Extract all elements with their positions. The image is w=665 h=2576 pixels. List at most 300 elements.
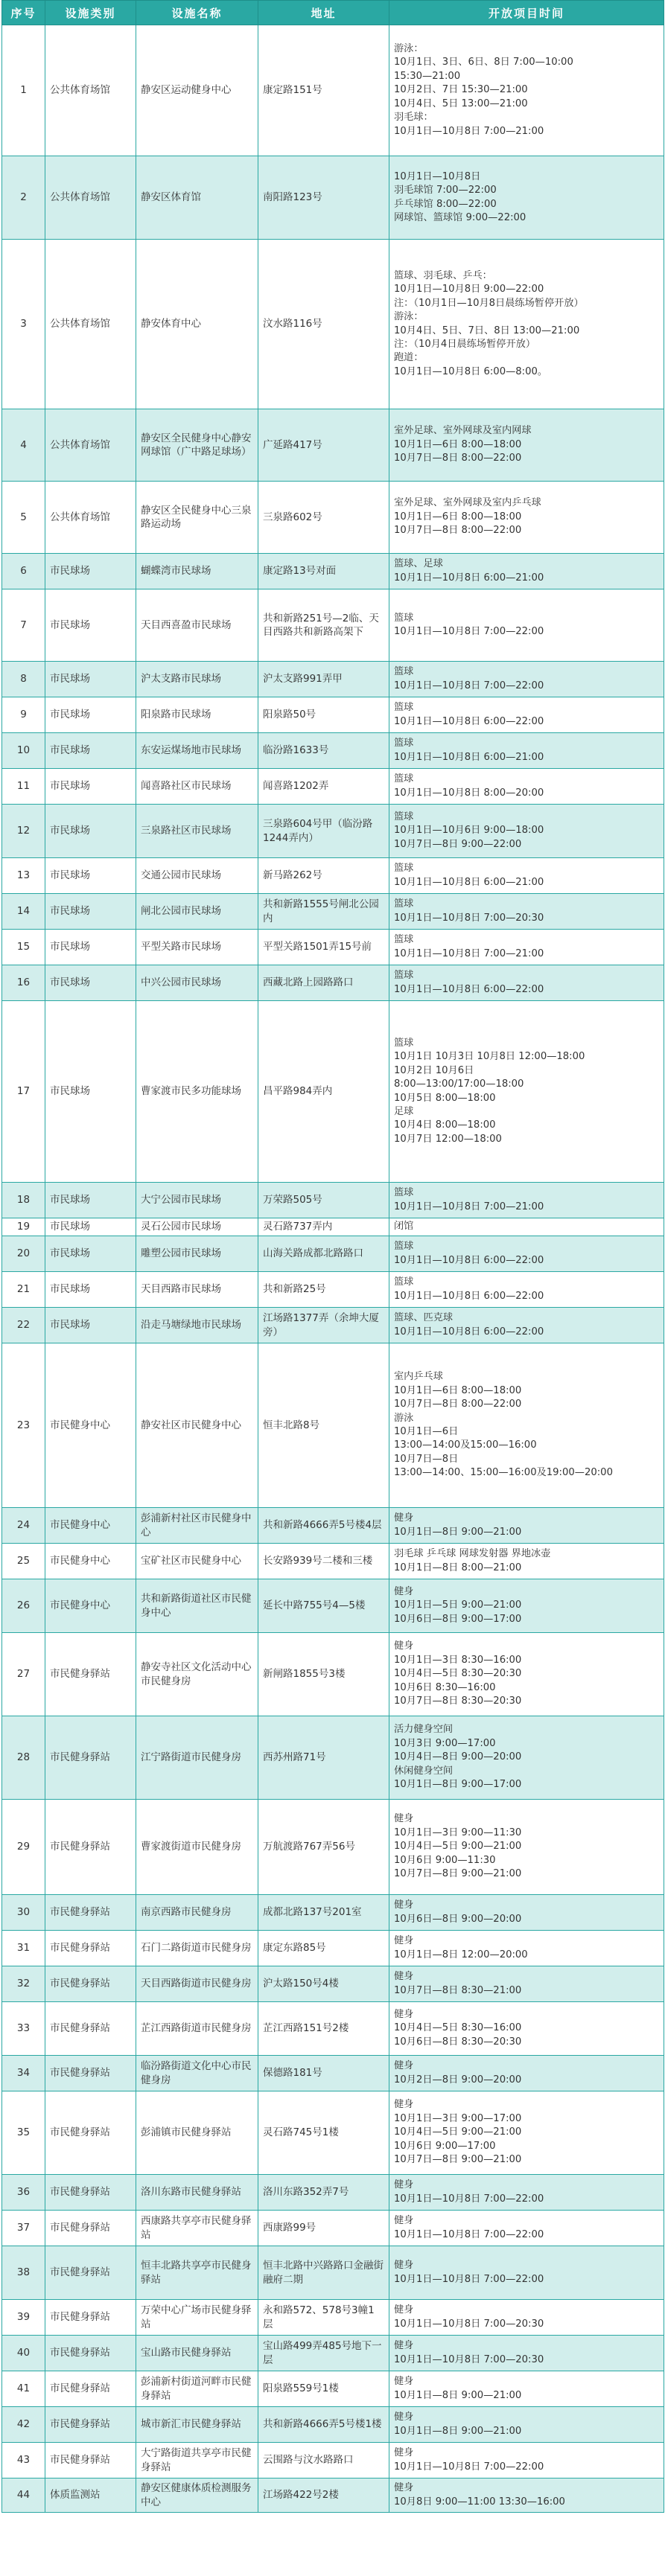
table-row xyxy=(2,25,664,156)
facility-category: 市民球场 xyxy=(45,965,136,1001)
opening-hours-line: 篮球 xyxy=(394,863,414,875)
row-number: 15 xyxy=(2,930,45,965)
opening-hours-line: 10月1日—10月8日 7:00—21:00 xyxy=(394,125,544,137)
facility-address: 汶水路116号 xyxy=(258,240,389,409)
table-row xyxy=(2,1544,664,1579)
opening-hours-line: 10月1日—10月8日 7:00—20:30 xyxy=(394,2318,544,2330)
facility-name: 城市新汇市民健身驿站 xyxy=(136,2407,258,2443)
opening-hours-line: 10月4日—5日 9:00—21:00 xyxy=(394,2126,522,2138)
opening-hours xyxy=(389,1716,664,1800)
facility-category: 市民健身驿站 xyxy=(45,2211,136,2246)
opening-hours-line: 10月1日—10月8日 6:00—21:00 xyxy=(394,572,544,584)
row-number: 30 xyxy=(2,1895,45,1931)
opening-hours-line: 10月7日—8日 9:00—21:00 xyxy=(394,2154,522,2166)
row-number: 43 xyxy=(2,2443,45,2478)
opening-hours-line: 篮球 xyxy=(394,1187,414,1199)
facility-category: 市民健身驿站 xyxy=(45,2056,136,2091)
row-number: 36 xyxy=(2,2175,45,2211)
facility-address: 康定东路85号 xyxy=(258,1931,389,1966)
table-row xyxy=(2,1236,664,1272)
opening-hours-line: 10月4日—5日 8:30—20:30 xyxy=(394,1668,522,1680)
facility-name: 彭浦新村社区市民健身中心 xyxy=(136,1508,258,1544)
table-row xyxy=(2,894,664,930)
opening-hours-line: 羽毛球： xyxy=(394,112,433,124)
facility-category: 市民健身驿站 xyxy=(45,2091,136,2175)
row-number: 12 xyxy=(2,805,45,858)
row-number: 29 xyxy=(2,1800,45,1895)
facility-address: 共和新路25号 xyxy=(258,1272,389,1308)
opening-hours-line: 健身 xyxy=(394,2008,414,2020)
opening-hours-line: 10月4日 8:00—18:00 xyxy=(394,1119,496,1131)
row-number: 14 xyxy=(2,894,45,930)
facility-category: 市民球场 xyxy=(45,1236,136,1272)
table-row xyxy=(2,1508,664,1544)
table-row xyxy=(2,930,664,965)
opening-hours-line: 健身 xyxy=(394,1935,414,1947)
opening-hours xyxy=(389,1236,664,1272)
opening-hours-line: 10月8日 9:00—11:00 13:30—16:00 xyxy=(394,2496,565,2508)
opening-hours xyxy=(389,1633,664,1716)
opening-hours-line: 10月6日—8日 9:00—17:00 xyxy=(394,1613,522,1625)
opening-hours-line: 10月7日—8日 8:30—21:00 xyxy=(394,1984,522,1996)
row-number: 23 xyxy=(2,1343,45,1508)
opening-hours xyxy=(389,697,664,733)
facility-name: 东安运煤场地市民球场 xyxy=(136,733,258,769)
opening-hours-line: 10月7日—8日 9:00—21:00 xyxy=(394,1868,522,1880)
opening-hours-line: 健身 xyxy=(394,1899,414,1911)
row-number: 41 xyxy=(2,2371,45,2407)
facility-address: 南阳路123号 xyxy=(258,156,389,240)
table-row xyxy=(2,1001,664,1183)
facility-address: 山海关路成都北路路口 xyxy=(258,1236,389,1272)
facility-category: 公共体育场馆 xyxy=(45,240,136,409)
opening-hours-line: 10月1日—8日 9:00—17:00 xyxy=(394,1779,522,1791)
opening-hours-line: 10月1日、3日、6日、8日 7:00—10:00 xyxy=(394,57,573,68)
facility-category: 市民健身驿站 xyxy=(45,2371,136,2407)
table-row xyxy=(2,965,664,1001)
facility-category: 市民球场 xyxy=(45,697,136,733)
opening-hours-line: 10月4日—5日 8:30—16:00 xyxy=(394,2022,522,2034)
facility-address: 灵石路745号1楼 xyxy=(258,2091,389,2175)
opening-hours xyxy=(389,1579,664,1633)
opening-hours xyxy=(389,894,664,930)
opening-hours-line: 健身 xyxy=(394,2340,414,2352)
table-row xyxy=(2,1895,664,1931)
opening-hours xyxy=(389,2091,664,2175)
opening-hours-line: 10月1日—10月8日 7:00—20:30 xyxy=(394,2353,544,2365)
opening-hours xyxy=(389,2246,664,2300)
opening-hours xyxy=(389,2478,664,2513)
opening-hours-line: 10月1日—3日 8:30—16:00 xyxy=(394,1654,522,1666)
opening-hours-line: 10月1日—10月8日 7:00—22:00 xyxy=(394,2273,544,2285)
opening-hours-line: 10月2日—8日 9:00—20:00 xyxy=(394,2074,522,2086)
facility-category: 市民健身驿站 xyxy=(45,2300,136,2336)
table-row xyxy=(2,2443,664,2478)
opening-hours-line: 10月1日—10月8日 7:00—20:30 xyxy=(394,912,544,924)
opening-hours-line: 10月3日 9:00—17:00 xyxy=(394,1737,496,1749)
opening-hours-line: 15:30—21:00 xyxy=(394,70,461,82)
header-no: 序号 xyxy=(2,1,45,25)
facility-name: 静安区体育馆 xyxy=(136,156,258,240)
opening-hours-line: 10月7日 12:00—18:00 xyxy=(394,1133,502,1145)
opening-hours-line: 10月1日—3日 9:00—11:30 xyxy=(394,1826,522,1838)
opening-hours-line: 室外足球、室外网球及室内乒乓球 xyxy=(394,497,541,509)
facility-category: 公共体育场馆 xyxy=(45,25,136,156)
opening-hours xyxy=(389,589,664,662)
opening-hours-line: 健身 xyxy=(394,2099,414,2111)
opening-hours-line: 10月1日—10月8日 7:00—21:00 xyxy=(394,947,544,959)
opening-hours-line: 篮球 xyxy=(394,1037,414,1049)
facility-category: 公共体育场馆 xyxy=(45,409,136,482)
opening-hours-line: 10月7日—8日 8:00—22:00 xyxy=(394,1399,522,1410)
opening-hours-line: 10月1日—10月8日 9:00—22:00 xyxy=(394,284,544,295)
facility-name: 临汾路街道文化中心市民健身房 xyxy=(136,2056,258,2091)
opening-hours-line: 10月1日—6日 8:00—18:00 xyxy=(394,511,522,522)
facility-address: 西康路99号 xyxy=(258,2211,389,2246)
row-number: 27 xyxy=(2,1633,45,1716)
facility-address: 云围路与汶水路路口 xyxy=(258,2443,389,2478)
facility-address: 万荣路505号 xyxy=(258,1183,389,1218)
opening-hours xyxy=(389,805,664,858)
row-number: 31 xyxy=(2,1931,45,1966)
row-number: 39 xyxy=(2,2300,45,2336)
row-number: 5 xyxy=(2,482,45,554)
table-row xyxy=(2,1633,664,1716)
table-row xyxy=(2,1218,664,1236)
opening-hours-line: 13:00—14:00、15:00—16:00及19:00—20:00 xyxy=(394,1467,613,1479)
opening-hours xyxy=(389,554,664,589)
facility-address: 共和新路1555号闸北公园内 xyxy=(258,894,389,930)
facility-address: 三泉路604号甲（临汾路1244弄内） xyxy=(258,805,389,858)
facility-address: 西藏北路上园路路口 xyxy=(258,965,389,1001)
opening-hours-line: 健身 xyxy=(394,1585,414,1597)
facility-name: 雕塑公园市民球场 xyxy=(136,1236,258,1272)
facility-address: 康定路13号对面 xyxy=(258,554,389,589)
table-row xyxy=(2,589,664,662)
opening-hours-line: 健身 xyxy=(394,2304,414,2316)
facility-name: 静安寺社区文化活动中心市民健身房 xyxy=(136,1633,258,1716)
facility-category: 市民球场 xyxy=(45,1272,136,1308)
opening-hours-line: 10月1日—10月8日 6:00—8:00。 xyxy=(394,365,548,377)
row-number: 6 xyxy=(2,554,45,589)
table-row xyxy=(2,2336,664,2371)
facility-name: 天目西路街道市民健身房 xyxy=(136,1966,258,2002)
row-number: 13 xyxy=(2,858,45,894)
facility-category: 市民球场 xyxy=(45,930,136,965)
opening-hours-line: 10月1日—6日 8:00—18:00 xyxy=(394,1384,522,1396)
opening-hours xyxy=(389,2371,664,2407)
opening-hours-line: 10月1日—5日 9:00—21:00 xyxy=(394,1599,522,1611)
opening-hours xyxy=(389,2336,664,2371)
opening-hours-line: 10月1日—10月8日 6:00—22:00 xyxy=(394,715,544,727)
opening-hours-line: 10月1日—10月8日 6:00—22:00 xyxy=(394,1326,544,1337)
facility-name: 天目西路市民球场 xyxy=(136,1272,258,1308)
facility-address: 三泉路602号 xyxy=(258,482,389,554)
opening-hours-line: 10月1日—3日 9:00—17:00 xyxy=(394,2112,522,2124)
row-number: 17 xyxy=(2,1001,45,1183)
row-number: 42 xyxy=(2,2407,45,2443)
opening-hours xyxy=(389,1508,664,1544)
row-number: 9 xyxy=(2,697,45,733)
row-number: 7 xyxy=(2,589,45,662)
facility-address: 西苏州路71号 xyxy=(258,1716,389,1800)
opening-hours-line: 10月1日—10月8日 7:00—21:00 xyxy=(394,1201,544,1212)
opening-hours-line: 健身 xyxy=(394,1813,414,1825)
facility-name: 闸北公园市民球场 xyxy=(136,894,258,930)
opening-hours-line: 游泳： xyxy=(394,43,424,55)
opening-hours xyxy=(389,25,664,156)
opening-hours-line: 10月6日—8日 8:30—20:30 xyxy=(394,2036,522,2048)
opening-hours-line: 健身 xyxy=(394,1971,414,1983)
facility-name: 静安区全民健身中心静安网球馆（广中路足球场） xyxy=(136,409,258,482)
opening-hours xyxy=(389,1183,664,1218)
table-row xyxy=(2,1272,664,1308)
opening-hours xyxy=(389,1343,664,1508)
opening-hours-line: 羽毛球 乒乓球 网球发射器 界地冰壶 xyxy=(394,1548,551,1560)
header-row xyxy=(2,1,664,25)
facility-name: 三泉路社区市民球场 xyxy=(136,805,258,858)
opening-hours-line: 10月1日—10月8日 xyxy=(394,170,481,182)
facility-address: 共和新路251号—2临、天目西路共和新路高架下 xyxy=(258,589,389,662)
facility-address: 成都北路137号201室 xyxy=(258,1895,389,1931)
opening-hours-line: 10月4日、5日 13:00—21:00 xyxy=(394,98,528,109)
table-row xyxy=(2,409,664,482)
facility-address: 共和新路4666弄5号楼1楼 xyxy=(258,2407,389,2443)
opening-hours-line: 篮球 xyxy=(394,612,414,624)
opening-hours-line: 篮球 xyxy=(394,1276,414,1288)
row-number: 24 xyxy=(2,1508,45,1544)
opening-hours-line: 篮球、羽毛球、乒乓： xyxy=(394,269,492,281)
table-row xyxy=(2,2056,664,2091)
opening-hours-line: 10月6日 9:00—17:00 xyxy=(394,2140,496,2152)
opening-hours-line: 篮球 xyxy=(394,970,414,982)
facility-name: 洛川东路市民健身驿站 xyxy=(136,2175,258,2211)
table-row xyxy=(2,240,664,409)
opening-hours-line: 10月6日—8日 9:00—20:00 xyxy=(394,1913,522,1925)
row-number: 2 xyxy=(2,156,45,240)
opening-hours-line: 篮球、足球 xyxy=(394,558,443,570)
table-row xyxy=(2,1579,664,1633)
facility-address: 保德路181号 xyxy=(258,2056,389,2091)
row-number: 35 xyxy=(2,2091,45,2175)
facility-address: 灵石路737弄内 xyxy=(258,1218,389,1236)
opening-hours xyxy=(389,1308,664,1343)
opening-hours-line: 健身 xyxy=(394,2482,414,2494)
facility-name: 石门二路街道市民健身房 xyxy=(136,1931,258,1966)
opening-hours-line: 篮球 xyxy=(394,666,414,678)
header-hours: 开放项目时间 xyxy=(389,1,664,25)
opening-hours-line: 游泳 xyxy=(394,1412,414,1424)
facility-category: 市民球场 xyxy=(45,589,136,662)
row-number: 28 xyxy=(2,1716,45,1800)
opening-hours-line: 10月1日—10月8日 7:00—22:00 xyxy=(394,2228,544,2240)
facility-address: 洛川东路352弄7号 xyxy=(258,2175,389,2211)
facility-address: 临汾路1633号 xyxy=(258,733,389,769)
table-row xyxy=(2,156,664,240)
facility-category: 市民球场 xyxy=(45,1183,136,1218)
opening-hours-line: 注：（10月4日晨练场暂停开放） xyxy=(394,338,536,350)
table-row xyxy=(2,482,664,554)
facility-category: 市民健身中心 xyxy=(45,1579,136,1633)
facility-address: 广延路417号 xyxy=(258,409,389,482)
facility-name: 宝矿社区市民健身中心 xyxy=(136,1544,258,1579)
opening-hours-line: 休闲健身空间 xyxy=(394,1765,454,1777)
facility-category: 市民健身驿站 xyxy=(45,1716,136,1800)
opening-hours-line: 10月2日、7日 15:30—21:00 xyxy=(394,84,528,96)
facility-category: 市民健身驿站 xyxy=(45,1966,136,2002)
opening-hours xyxy=(389,1800,664,1895)
facility-name: 阳泉路市民球场 xyxy=(136,697,258,733)
row-number: 38 xyxy=(2,2246,45,2300)
opening-hours-line: 10月1日—8日 12:00—20:00 xyxy=(394,1949,528,1960)
table-row xyxy=(2,2478,664,2513)
opening-hours-line: 10月1日 10月3日 10月8日 12:00—18:00 xyxy=(394,1051,585,1063)
opening-hours-line: 健身 xyxy=(394,2179,414,2191)
opening-hours-line: 网球馆、篮球馆 9:00—22:00 xyxy=(394,211,526,223)
facility-address: 芷江西路151号2楼 xyxy=(258,2002,389,2056)
opening-hours-line: 10月1日—8日 9:00—21:00 xyxy=(394,2425,522,2437)
opening-hours-line: 游泳： xyxy=(394,311,424,323)
row-number: 37 xyxy=(2,2211,45,2246)
opening-hours-line: 10月1日—6日 xyxy=(394,1426,459,1437)
opening-hours xyxy=(389,965,664,1001)
facility-name: 交通公园市民球场 xyxy=(136,858,258,894)
facility-address: 共和新路4666弄5号楼4层 xyxy=(258,1508,389,1544)
venue-schedule-table xyxy=(1,0,664,2513)
opening-hours-line: 10月1日—10月8日 7:00—22:00 xyxy=(394,626,544,637)
opening-hours-line: 10月7日—8日 8:00—22:00 xyxy=(394,453,522,464)
facility-name: 共和新路街道社区市民健身中心 xyxy=(136,1579,258,1633)
opening-hours xyxy=(389,482,664,554)
row-number: 40 xyxy=(2,2336,45,2371)
facility-address: 沪太支路991弄甲 xyxy=(258,662,389,697)
facility-address: 永和路572、578号3幢1层 xyxy=(258,2300,389,2336)
opening-hours-line: 10月6日 9:00—11:30 xyxy=(394,1854,496,1866)
opening-hours-line: 10月1日—10月8日 6:00—22:00 xyxy=(394,1290,544,1302)
opening-hours-line: 10月5日 8:00—18:00 xyxy=(394,1092,496,1104)
opening-hours-line: 健身 xyxy=(394,2215,414,2227)
opening-hours xyxy=(389,2175,664,2211)
table-body xyxy=(2,25,664,2513)
facility-name: 曹家渡街道市民健身房 xyxy=(136,1800,258,1895)
facility-category: 体质监测站 xyxy=(45,2478,136,2513)
row-number: 4 xyxy=(2,409,45,482)
opening-hours-line: 健身 xyxy=(394,1640,414,1652)
opening-hours-line: 室内乒乓球 xyxy=(394,1371,443,1383)
facility-address: 恒丰北路8号 xyxy=(258,1343,389,1508)
facility-address: 江场路1377弄（余坤大厦旁） xyxy=(258,1308,389,1343)
facility-category: 市民球场 xyxy=(45,662,136,697)
facility-category: 公共体育场馆 xyxy=(45,482,136,554)
opening-hours xyxy=(389,1931,664,1966)
opening-hours-line: 健身 xyxy=(394,2376,414,2388)
facility-name: 静安区健康体质检测服务中心 xyxy=(136,2478,258,2513)
facility-name: 彭浦新村街道河畔市民健身驿站 xyxy=(136,2371,258,2407)
opening-hours-line: 10月1日—10月8日 7:00—22:00 xyxy=(394,2461,544,2473)
facility-address: 阳泉路559号1楼 xyxy=(258,2371,389,2407)
opening-hours-line: 13:00—14:00及15:00—16:00 xyxy=(394,1439,537,1451)
opening-hours xyxy=(389,1544,664,1579)
facility-category: 市民球场 xyxy=(45,733,136,769)
table-row xyxy=(2,697,664,733)
opening-hours-line: 篮球 xyxy=(394,811,414,822)
table-row xyxy=(2,1308,664,1343)
opening-hours-line: 10月7日—8日 8:30—20:30 xyxy=(394,1696,522,1707)
opening-hours-line: 篮球 xyxy=(394,1241,414,1253)
opening-hours-line: 10月1日—8日 9:00—21:00 xyxy=(394,1526,522,1538)
facility-name: 西康路共享亭市民健身驿站 xyxy=(136,2211,258,2246)
opening-hours-line: 篮球 xyxy=(394,738,414,750)
row-number: 26 xyxy=(2,1579,45,1633)
opening-hours xyxy=(389,769,664,805)
table-row xyxy=(2,2211,664,2246)
facility-name: 万荣中心广场市民健身驿站 xyxy=(136,2300,258,2336)
opening-hours-line: 10月7日—8日 xyxy=(394,1453,459,1465)
opening-hours-line: 篮球 xyxy=(394,934,414,946)
opening-hours-line: 健身 xyxy=(394,2060,414,2072)
facility-name: 沪太支路市民球场 xyxy=(136,662,258,697)
opening-hours-line: 10月1日—10月8日 6:00—21:00 xyxy=(394,876,544,888)
opening-hours-line: 10月1日—10月8日 8:00—20:00 xyxy=(394,787,544,799)
opening-hours xyxy=(389,1895,664,1931)
row-number: 25 xyxy=(2,1544,45,1579)
table-row xyxy=(2,2175,664,2211)
facility-address: 新闸路1855号3楼 xyxy=(258,1633,389,1716)
facility-category: 市民健身驿站 xyxy=(45,1633,136,1716)
facility-name: 静安区运动健身中心 xyxy=(136,25,258,156)
opening-hours xyxy=(389,1218,664,1236)
row-number: 20 xyxy=(2,1236,45,1272)
facility-category: 市民球场 xyxy=(45,894,136,930)
facility-address: 闻喜路1202弄 xyxy=(258,769,389,805)
opening-hours-line: 跑道： xyxy=(394,352,424,364)
facility-category: 市民健身中心 xyxy=(45,1343,136,1508)
facility-category: 市民球场 xyxy=(45,858,136,894)
table-row xyxy=(2,662,664,697)
facility-name: 灵石公园市民球场 xyxy=(136,1218,258,1236)
header-address: 地址 xyxy=(258,1,389,25)
facility-name: 闻喜路社区市民球场 xyxy=(136,769,258,805)
opening-hours xyxy=(389,662,664,697)
opening-hours-line: 10月7日—8日 9:00—22:00 xyxy=(394,838,522,850)
opening-hours-line: 篮球、匹克球 xyxy=(394,1312,454,1324)
facility-category: 市民球场 xyxy=(45,769,136,805)
table-row xyxy=(2,1716,664,1800)
row-number: 32 xyxy=(2,1966,45,2002)
opening-hours-line: 10月1日—10月6日 9:00—18:00 xyxy=(394,825,544,837)
opening-hours-line: 10月4日—8日 9:00—20:00 xyxy=(394,1751,522,1763)
opening-hours-line: 羽毛球馆 7:00—22:00 xyxy=(394,185,497,196)
facility-category: 市民健身驿站 xyxy=(45,1800,136,1895)
facility-name: 静安社区市民健身中心 xyxy=(136,1343,258,1508)
facility-category: 市民健身驿站 xyxy=(45,2002,136,2056)
facility-category: 公共体育场馆 xyxy=(45,156,136,240)
table-row xyxy=(2,733,664,769)
table-row xyxy=(2,554,664,589)
row-number: 21 xyxy=(2,1272,45,1308)
facility-category: 市民球场 xyxy=(45,554,136,589)
facility-name: 芷江西路街道市民健身房 xyxy=(136,2002,258,2056)
facility-category: 市民健身中心 xyxy=(45,1508,136,1544)
facility-name: 中兴公园市民球场 xyxy=(136,965,258,1001)
opening-hours xyxy=(389,240,664,409)
opening-hours-line: 10月1日—10月8日 6:00—22:00 xyxy=(394,1254,544,1266)
opening-hours xyxy=(389,2056,664,2091)
table-row xyxy=(2,858,664,894)
opening-hours-line: 篮球 xyxy=(394,773,414,785)
opening-hours-line: 10月4日、5日、7日、8日 13:00—21:00 xyxy=(394,325,580,336)
opening-hours-line: 10月1日—10月8日 6:00—22:00 xyxy=(394,983,544,995)
